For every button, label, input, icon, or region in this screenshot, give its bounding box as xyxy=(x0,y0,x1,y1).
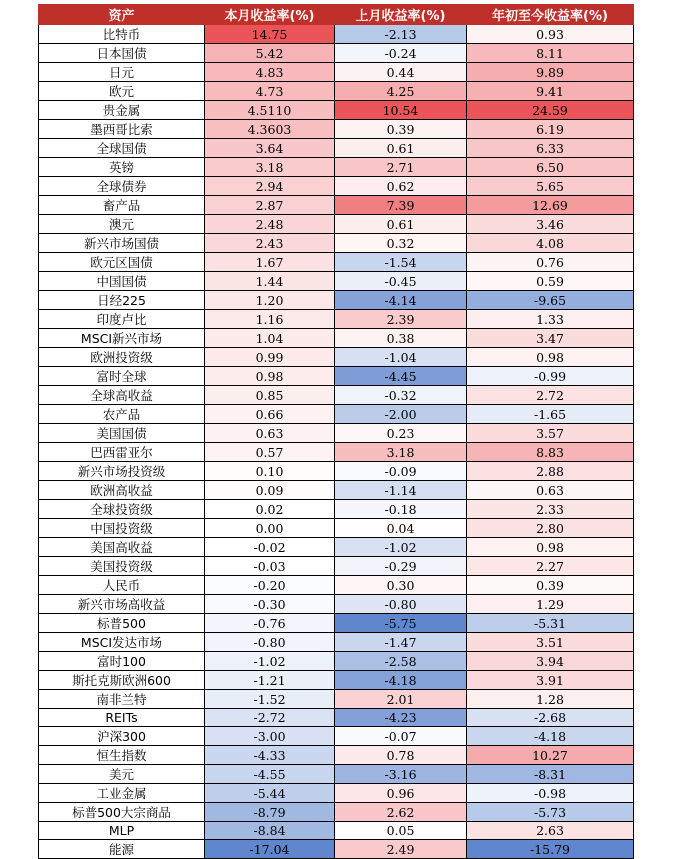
ytd-cell: 2.63 xyxy=(467,822,634,840)
ytd-cell: 9.41 xyxy=(467,82,634,101)
this-month-cell: 4.83 xyxy=(205,63,335,82)
ytd-cell: 8.11 xyxy=(467,44,634,63)
asset-cell: 工业金属 xyxy=(39,784,205,803)
last-month-cell: -4.18 xyxy=(335,671,467,690)
table-row xyxy=(39,25,634,44)
table-row xyxy=(39,44,634,63)
this-month-cell: -0.02 xyxy=(205,538,335,557)
table-row xyxy=(39,822,634,840)
table-row xyxy=(39,386,634,405)
ytd-cell: -8.31 xyxy=(467,765,634,784)
table-row xyxy=(39,310,634,329)
last-month-cell: 10.54 xyxy=(335,101,467,120)
this-month-cell: -5.44 xyxy=(205,784,335,803)
this-month-cell: -17.04 xyxy=(205,840,335,859)
this-month-cell: 0.98 xyxy=(205,367,335,386)
last-month-cell: 0.96 xyxy=(335,784,467,803)
asset-cell: 恒生指数 xyxy=(39,746,205,765)
last-month-cell: 0.38 xyxy=(335,329,467,348)
asset-cell: 新兴市场投资级 xyxy=(39,462,205,481)
asset-cell: 中国投资级 xyxy=(39,519,205,538)
header-this-month-return: 本月收益率(%) xyxy=(205,5,335,25)
table-row xyxy=(39,139,634,158)
ytd-cell: 3.46 xyxy=(467,215,634,234)
last-month-cell: -0.32 xyxy=(335,386,467,405)
table-row xyxy=(39,253,634,272)
last-month-cell: -0.80 xyxy=(335,595,467,614)
table-row xyxy=(39,462,634,481)
last-month-cell: -2.58 xyxy=(335,652,467,671)
this-month-cell: 0.10 xyxy=(205,462,335,481)
last-month-cell: 0.78 xyxy=(335,746,467,765)
this-month-cell: 14.75 xyxy=(205,25,335,44)
table-row xyxy=(39,405,634,424)
ytd-cell: 0.98 xyxy=(467,348,634,367)
last-month-cell: 0.04 xyxy=(335,519,467,538)
table-header-row xyxy=(39,5,634,25)
ytd-cell: 10.27 xyxy=(467,746,634,765)
header-last-month-return: 上月收益率(%) xyxy=(335,5,467,25)
ytd-cell: 2.72 xyxy=(467,386,634,405)
ytd-cell: 2.80 xyxy=(467,519,634,538)
this-month-cell: -4.55 xyxy=(205,765,335,784)
this-month-cell: 2.43 xyxy=(205,234,335,253)
table-row xyxy=(39,120,634,139)
table-row xyxy=(39,177,634,196)
table-row xyxy=(39,82,634,101)
table-body xyxy=(39,25,634,859)
ytd-cell: 6.50 xyxy=(467,158,634,177)
table-row xyxy=(39,63,634,82)
ytd-cell: -1.65 xyxy=(467,405,634,424)
last-month-cell: -5.75 xyxy=(335,614,467,633)
asset-cell: MSCI发达市场 xyxy=(39,633,205,652)
asset-cell: 南非兰特 xyxy=(39,690,205,709)
asset-cell: 日本国债 xyxy=(39,44,205,63)
this-month-cell: -0.80 xyxy=(205,633,335,652)
ytd-cell: 0.59 xyxy=(467,272,634,291)
this-month-cell: 1.04 xyxy=(205,329,335,348)
table-row xyxy=(39,727,634,746)
asset-cell: 巴西雷亚尔 xyxy=(39,443,205,462)
last-month-cell: -1.47 xyxy=(335,633,467,652)
this-month-cell: 2.48 xyxy=(205,215,335,234)
ytd-cell: 6.19 xyxy=(467,120,634,139)
last-month-cell: -0.09 xyxy=(335,462,467,481)
asset-cell: 贵金属 xyxy=(39,101,205,120)
ytd-cell: 2.88 xyxy=(467,462,634,481)
table-row xyxy=(39,215,634,234)
asset-cell: 能源 xyxy=(39,840,205,859)
asset-cell: 全球国债 xyxy=(39,139,205,158)
table-row xyxy=(39,765,634,784)
this-month-cell: 1.44 xyxy=(205,272,335,291)
last-month-cell: 0.05 xyxy=(335,822,467,840)
asset-cell: REITs xyxy=(39,709,205,727)
asset-cell: 人民币 xyxy=(39,576,205,595)
last-month-cell: 0.62 xyxy=(335,177,467,196)
this-month-cell: -3.00 xyxy=(205,727,335,746)
last-month-cell: -0.07 xyxy=(335,727,467,746)
asset-returns-table xyxy=(38,4,634,859)
this-month-cell: 0.57 xyxy=(205,443,335,462)
table-row xyxy=(39,538,634,557)
ytd-cell: -9.65 xyxy=(467,291,634,310)
asset-cell: 欧元区国债 xyxy=(39,253,205,272)
asset-cell: 斯托克斯欧洲600 xyxy=(39,671,205,690)
this-month-cell: -8.79 xyxy=(205,803,335,822)
header-asset: 资产 xyxy=(39,5,205,25)
table-row xyxy=(39,576,634,595)
this-month-cell: 0.99 xyxy=(205,348,335,367)
asset-cell: 标普500 xyxy=(39,614,205,633)
last-month-cell: -3.16 xyxy=(335,765,467,784)
ytd-cell: 3.94 xyxy=(467,652,634,671)
last-month-cell: 0.61 xyxy=(335,139,467,158)
this-month-cell: 4.5110 xyxy=(205,101,335,120)
table-row xyxy=(39,595,634,614)
asset-cell: 美国国债 xyxy=(39,424,205,443)
asset-cell: 富时100 xyxy=(39,652,205,671)
last-month-cell: -2.13 xyxy=(335,25,467,44)
ytd-cell: 2.33 xyxy=(467,500,634,519)
ytd-cell: 0.63 xyxy=(467,481,634,500)
ytd-cell: 3.57 xyxy=(467,424,634,443)
ytd-cell: 3.47 xyxy=(467,329,634,348)
asset-cell: 澳元 xyxy=(39,215,205,234)
asset-cell: 标普500大宗商品 xyxy=(39,803,205,822)
ytd-cell: -0.98 xyxy=(467,784,634,803)
last-month-cell: 2.39 xyxy=(335,310,467,329)
this-month-cell: -2.72 xyxy=(205,709,335,727)
this-month-cell: 3.64 xyxy=(205,139,335,158)
asset-cell: 墨西哥比索 xyxy=(39,120,205,139)
table-row xyxy=(39,481,634,500)
table-row xyxy=(39,671,634,690)
this-month-cell: -4.33 xyxy=(205,746,335,765)
last-month-cell: 2.01 xyxy=(335,690,467,709)
table-row xyxy=(39,443,634,462)
asset-cell: 美元 xyxy=(39,765,205,784)
ytd-cell: 3.51 xyxy=(467,633,634,652)
asset-cell: 美国投资级 xyxy=(39,557,205,576)
ytd-cell: -0.99 xyxy=(467,367,634,386)
last-month-cell: 0.30 xyxy=(335,576,467,595)
asset-cell: 新兴市场高收益 xyxy=(39,595,205,614)
table-row xyxy=(39,367,634,386)
asset-cell: 沪深300 xyxy=(39,727,205,746)
ytd-cell: 8.83 xyxy=(467,443,634,462)
last-month-cell: -4.14 xyxy=(335,291,467,310)
asset-cell: 中国国债 xyxy=(39,272,205,291)
ytd-cell: 3.91 xyxy=(467,671,634,690)
ytd-cell: 12.69 xyxy=(467,196,634,215)
table-row xyxy=(39,803,634,822)
table-row xyxy=(39,234,634,253)
last-month-cell: -1.14 xyxy=(335,481,467,500)
last-month-cell: -0.18 xyxy=(335,500,467,519)
table-row xyxy=(39,614,634,633)
this-month-cell: 0.66 xyxy=(205,405,335,424)
asset-cell: 欧洲高收益 xyxy=(39,481,205,500)
ytd-cell: 1.29 xyxy=(467,595,634,614)
this-month-cell: -8.84 xyxy=(205,822,335,840)
table-row xyxy=(39,291,634,310)
last-month-cell: 7.39 xyxy=(335,196,467,215)
this-month-cell: 0.63 xyxy=(205,424,335,443)
asset-cell: 欧洲投资级 xyxy=(39,348,205,367)
last-month-cell: 0.23 xyxy=(335,424,467,443)
this-month-cell: -0.76 xyxy=(205,614,335,633)
table-row xyxy=(39,784,634,803)
table-row xyxy=(39,690,634,709)
table-row xyxy=(39,424,634,443)
this-month-cell: 2.94 xyxy=(205,177,335,196)
table-row xyxy=(39,557,634,576)
last-month-cell: 0.44 xyxy=(335,63,467,82)
table-row xyxy=(39,633,634,652)
this-month-cell: 2.87 xyxy=(205,196,335,215)
ytd-cell: 1.33 xyxy=(467,310,634,329)
this-month-cell: 5.42 xyxy=(205,44,335,63)
last-month-cell: 0.32 xyxy=(335,234,467,253)
last-month-cell: 4.25 xyxy=(335,82,467,101)
last-month-cell: -4.45 xyxy=(335,367,467,386)
table-row xyxy=(39,519,634,538)
ytd-cell: 0.39 xyxy=(467,576,634,595)
this-month-cell: 4.73 xyxy=(205,82,335,101)
asset-cell: 畜产品 xyxy=(39,196,205,215)
this-month-cell: 1.16 xyxy=(205,310,335,329)
this-month-cell: 0.00 xyxy=(205,519,335,538)
last-month-cell: -1.54 xyxy=(335,253,467,272)
returns-table-container xyxy=(38,4,634,859)
ytd-cell: 0.93 xyxy=(467,25,634,44)
this-month-cell: 0.85 xyxy=(205,386,335,405)
ytd-cell: 2.27 xyxy=(467,557,634,576)
this-month-cell: 4.3603 xyxy=(205,120,335,139)
asset-cell: 新兴市场国债 xyxy=(39,234,205,253)
asset-cell: 日经225 xyxy=(39,291,205,310)
this-month-cell: -1.52 xyxy=(205,690,335,709)
last-month-cell: -2.00 xyxy=(335,405,467,424)
table-row xyxy=(39,101,634,120)
asset-cell: 农产品 xyxy=(39,405,205,424)
asset-cell: 全球投资级 xyxy=(39,500,205,519)
last-month-cell: 0.61 xyxy=(335,215,467,234)
asset-cell: 英镑 xyxy=(39,158,205,177)
last-month-cell: -4.23 xyxy=(335,709,467,727)
this-month-cell: 1.67 xyxy=(205,253,335,272)
ytd-cell: -4.18 xyxy=(467,727,634,746)
this-month-cell: 0.02 xyxy=(205,500,335,519)
last-month-cell: -0.45 xyxy=(335,272,467,291)
last-month-cell: -0.29 xyxy=(335,557,467,576)
table-row xyxy=(39,196,634,215)
last-month-cell: -1.02 xyxy=(335,538,467,557)
last-month-cell: 2.71 xyxy=(335,158,467,177)
this-month-cell: -1.02 xyxy=(205,652,335,671)
asset-cell: MLP xyxy=(39,822,205,840)
table-row xyxy=(39,746,634,765)
asset-cell: 欧元 xyxy=(39,82,205,101)
asset-cell: 富时全球 xyxy=(39,367,205,386)
this-month-cell: -0.30 xyxy=(205,595,335,614)
table-row xyxy=(39,272,634,291)
ytd-cell: -2.68 xyxy=(467,709,634,727)
ytd-cell: 0.98 xyxy=(467,538,634,557)
ytd-cell: 0.76 xyxy=(467,253,634,272)
table-row xyxy=(39,158,634,177)
ytd-cell: -15.79 xyxy=(467,840,634,859)
asset-cell: 日元 xyxy=(39,63,205,82)
this-month-cell: 1.20 xyxy=(205,291,335,310)
ytd-cell: 6.33 xyxy=(467,139,634,158)
last-month-cell: 3.18 xyxy=(335,443,467,462)
table-row xyxy=(39,840,634,859)
asset-cell: 比特币 xyxy=(39,25,205,44)
asset-cell: MSCI新兴市场 xyxy=(39,329,205,348)
ytd-cell: 5.65 xyxy=(467,177,634,196)
table-row xyxy=(39,652,634,671)
last-month-cell: 2.62 xyxy=(335,803,467,822)
table-row xyxy=(39,348,634,367)
ytd-cell: -5.73 xyxy=(467,803,634,822)
ytd-cell: 24.59 xyxy=(467,101,634,120)
asset-cell: 全球高收益 xyxy=(39,386,205,405)
header-ytd-return: 年初至今收益率(%) xyxy=(467,5,634,25)
this-month-cell: 3.18 xyxy=(205,158,335,177)
this-month-cell: -1.21 xyxy=(205,671,335,690)
table-row xyxy=(39,500,634,519)
asset-cell: 美国高收益 xyxy=(39,538,205,557)
ytd-cell: 9.89 xyxy=(467,63,634,82)
asset-cell: 印度卢比 xyxy=(39,310,205,329)
last-month-cell: -0.24 xyxy=(335,44,467,63)
last-month-cell: 0.39 xyxy=(335,120,467,139)
this-month-cell: -0.20 xyxy=(205,576,335,595)
this-month-cell: -0.03 xyxy=(205,557,335,576)
ytd-cell: -5.31 xyxy=(467,614,634,633)
this-month-cell: 0.09 xyxy=(205,481,335,500)
asset-cell: 全球债券 xyxy=(39,177,205,196)
last-month-cell: -1.04 xyxy=(335,348,467,367)
ytd-cell: 4.08 xyxy=(467,234,634,253)
ytd-cell: 1.28 xyxy=(467,690,634,709)
table-row xyxy=(39,329,634,348)
last-month-cell: 2.49 xyxy=(335,840,467,859)
table-row xyxy=(39,709,634,727)
